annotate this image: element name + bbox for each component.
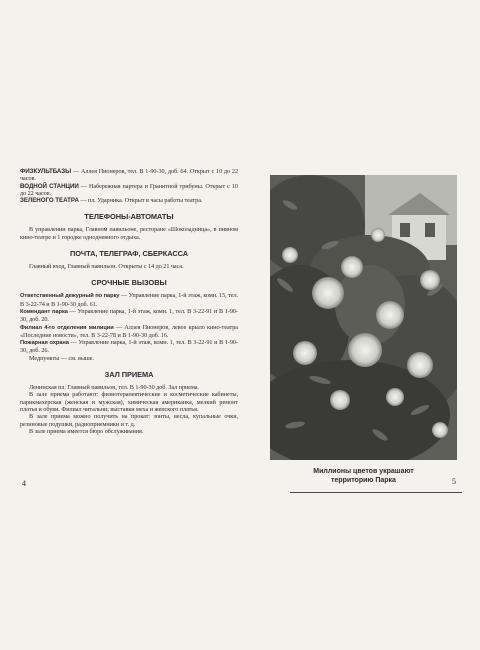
page-number-left: 4: [22, 479, 26, 488]
intro-text: — Аллея Пионеров, тел. В 1-90-30, доб. 64. Открыт с 10 до 22 часов.: [20, 168, 238, 183]
section-title-post: ПОЧТА, ТЕЛЕГРАФ, СБЕРКАССА: [69, 249, 189, 259]
hall-paragraph: В зале приема можно получить на прокат: зонты, весла, купальные очки, резиновые подушки, радиоприемники и т. д.: [20, 413, 238, 428]
urgent-text: — Управление парка, 1-й этаж, комн. 1, тел. В 3-22-91 и В 1-90-30, доб. 26.: [20, 339, 238, 355]
intro-item-green-theatre: [20, 197, 238, 204]
section-title-phones: ТЕЛЕФОНЫ-АВТОМАТЫ: [84, 212, 174, 222]
urgent-item-duty: [20, 292, 238, 308]
intro-label: ВОДНОЙ СТАНЦИИ: [20, 182, 79, 190]
intro-label: ЗЕЛЕНОГО ТЕАТРА: [20, 197, 79, 205]
urgent-label: Ответственный дежурный по парку: [20, 293, 120, 300]
hall-paragraph: В зале приема работают: физиотерапевтические и косметические кабинеты, парикмахерская (женская и мужская), химическая американка, мелкий ремонт платья и обуви. Филиал читальни; выставки меха и женского платья.: [20, 391, 238, 413]
urgent-item-fire: [20, 339, 238, 355]
urgent-medic: Медпункты — см. выше.: [29, 354, 94, 362]
urgent-label: Филиал 4-го отделения милиции: [20, 324, 114, 331]
urgent-text: — Аллея Пионеров, левое крыло кино-театра «Последние новости», тел. В 3-22-78 и В 1-90-30 доб. 16.: [20, 323, 238, 339]
intro-label: ФИЗКУЛЬТБАЗЫ: [20, 168, 72, 175]
intro-text: — Набережная партера и Гранитной трибуны. Открыт с 10 до 22 часов.: [20, 182, 238, 197]
section-title-urgent: СРОЧНЫЕ ВЫЗОВЫ: [91, 278, 167, 288]
urgent-text: — Управление парка, 1-й этаж, комн. 1, тел. В 3-22-91 и В 1-90-30, доб. 20.: [20, 307, 238, 324]
post-text: Главный вход, Главный павильон. Открыты с 14 до 21 часа.: [29, 263, 184, 271]
phones-text: В управлении парка, Главном павильоне, ресторане «Шоколадница», в пивном кино-театре и 1 городке однодневного отдыха.: [20, 226, 238, 241]
hall-paragraph: Ленинская пл. Главный павильон, тел. В 1-90-30 доб. Зал приема.: [29, 384, 199, 392]
photo-caption: [270, 467, 457, 485]
urgent-item-police: [20, 324, 238, 340]
left-page-text: [20, 168, 238, 435]
urgent-item-commandant: [20, 308, 238, 324]
garden-flowers-photo: [270, 175, 457, 460]
caption-divider: [290, 492, 462, 493]
photo-image: [270, 175, 457, 460]
intro-item-physical-base: [20, 168, 238, 183]
section-title-hall: ЗАЛ ПРИЕМА: [104, 370, 154, 380]
urgent-text: — Управление парка, 1-й этаж, комн. 15, тел. В 3-22-74 и В 1-90-30 доб. 61.: [20, 292, 238, 308]
caption-line-2: территорию Парка: [331, 477, 396, 484]
caption-line-1: Миллионы цветов украшают: [313, 468, 414, 475]
page-number-right: 5: [452, 477, 456, 486]
urgent-label: Комендант парка: [20, 308, 68, 315]
intro-text: — пл. Ударника. Открыт в часы работы театра.: [78, 197, 203, 205]
intro-item-water-station: [20, 183, 238, 198]
hall-paragraph: В зале приема имеется бюро обслуживания.: [29, 427, 144, 435]
urgent-label: Пожарная охрана: [20, 340, 69, 347]
